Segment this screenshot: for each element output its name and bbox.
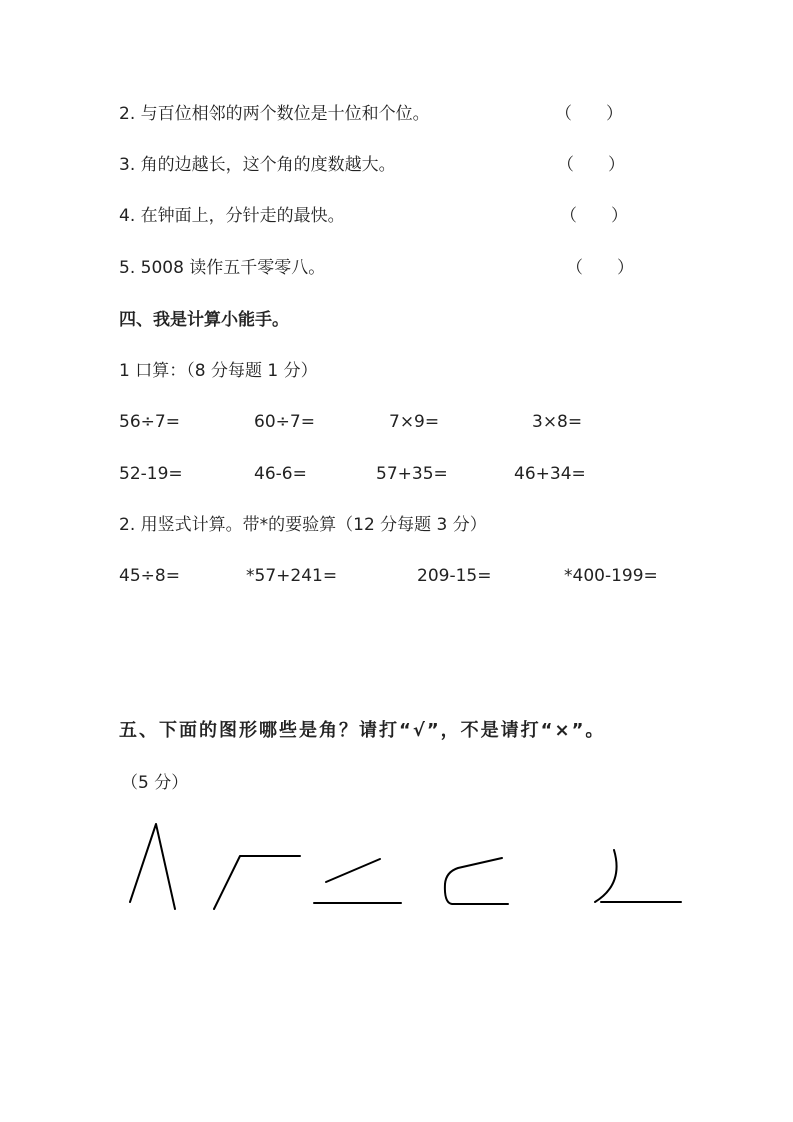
figure-5-curve-and-line[interactable] (595, 850, 681, 902)
vertical-calc-title: 2. 用竖式计算。带*的要验算（12 分每题 3 分） (119, 515, 487, 535)
judgement-item-2: 2. 与百位相邻的两个数位是十位和个位。 (119, 104, 430, 124)
vertical-problem: 209-15= (417, 566, 492, 586)
oral-problem: 57+35= (376, 464, 448, 484)
answer-bracket-5[interactable]: （ ） (566, 258, 634, 278)
answer-bracket-2[interactable]: （ ） (555, 104, 623, 124)
section-5-title: 五、下面的图形哪些是角？请打“√”，不是请打“×”。 (119, 720, 606, 741)
oral-problem: 56÷7= (119, 412, 180, 432)
section-4-title: 四、我是计算小能手。 (119, 310, 289, 330)
oral-problem: 52-19= (119, 464, 183, 484)
figure-2-open-shape[interactable] (214, 856, 300, 909)
figure-3-separate-lines[interactable] (314, 859, 401, 903)
oral-calc-title: 1 口算：（8 分每题 1 分） (119, 361, 318, 381)
figure-4-curved-corner[interactable] (445, 858, 508, 904)
oral-problem: 46-6= (254, 464, 307, 484)
vertical-problem: *57+241= (246, 566, 338, 586)
oral-problem: 3×8= (532, 412, 583, 432)
judgement-item-5: 5. 5008 读作五千零零八。 (119, 258, 326, 278)
answer-bracket-3[interactable]: （ ） (557, 155, 625, 175)
judgement-item-3: 3. 角的边越长，这个角的度数越大。 (119, 155, 396, 175)
oral-problem: 60÷7= (254, 412, 315, 432)
vertical-problem: 45÷8= (119, 566, 180, 586)
oral-problem: 46+34= (514, 464, 586, 484)
judgement-item-4: 4. 在钟面上，分针走的最快。 (119, 206, 345, 226)
section-5-score: （5 分） (121, 773, 189, 793)
answer-bracket-4[interactable]: （ ） (560, 206, 628, 226)
vertical-problem: *400-199= (564, 566, 658, 586)
figure-1-angle[interactable] (130, 824, 175, 909)
oral-problem: 7×9= (389, 412, 440, 432)
